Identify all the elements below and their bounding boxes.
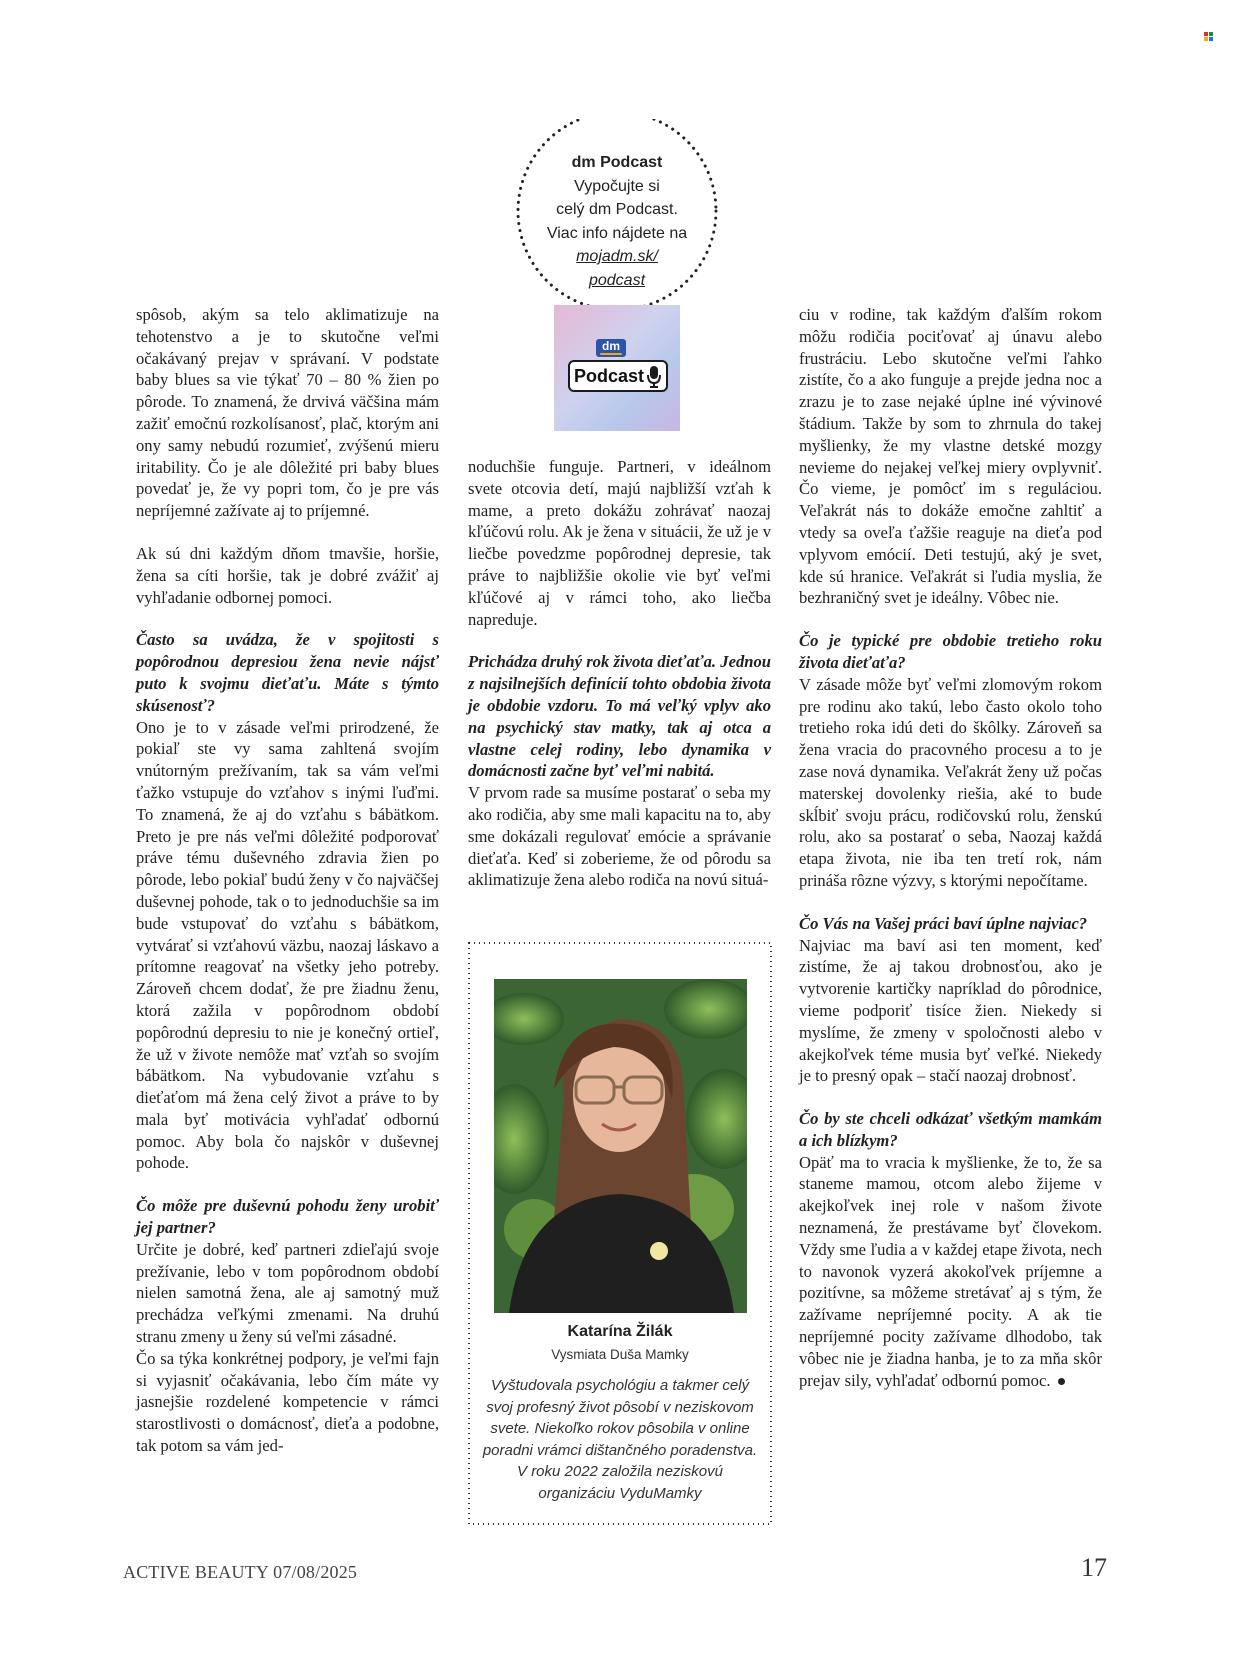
interview-question: Čo je typické pre obdobie tretieho roku života dieťaťa? xyxy=(799,631,1102,672)
interview-question: Prichádza druhý rok života dieťaťa. Jednou z najsilnejších definícií tohto obdobia života je obdobie vzdoru. To má veľký vplyv ako na psychický stav matky, tak aj otca a vlastne celej rodiny, lebo dynamika v domácnosti začne byť veľmi nabitá. xyxy=(468,652,771,781)
interview-question: Čo Vás na Vašej práci baví úplne najviac? xyxy=(799,913,1088,933)
interview-question: Čo môže pre duševnú pohodu ženy urobiť jej partner? xyxy=(136,1196,439,1238)
profile-name: Katarína Žilák xyxy=(567,1323,673,1340)
interview-answer xyxy=(799,1152,1102,1392)
podcast-badge: Podcast xyxy=(568,360,668,392)
interview-answer: Určite je dobré, keď partneri zdieľajú svoje prežívanie, lebo v tom popôrodnom období nielen samotná žena, ale aj samotný muž prechádza veľkými zmenami. Na druhú stranu zmeny u ženy sú veľmi zásadné. xyxy=(136,1239,439,1347)
interview-answer: Čo sa týka konkrétnej podpory, je veľmi fajn si vyjasniť očakávania, lebo čím máte vy jasnejšie rozdelené kompetencie v rámci starostlivosti o domácnosť, dieťa a podobne, tak potom sa vám jed- xyxy=(136,1348,439,1456)
article-column-middle xyxy=(468,456,771,891)
interview-answer: V prvom rade sa musíme postarať o seba my ako rodičia, aby sme mali kapacitu na to, aby sme dokázali regulovať emócie a správanie dieťaťa. Keď si zoberieme, že od pôrodu sa aklimatizuje žena alebo rodiča na novú situá- xyxy=(468,783,771,890)
interview-answer: Ono je to v zásade veľmi prirodzené, že pokiaľ ste vy sama zahltená svojím vnútorným prežívaním, tak sa vám veľmi ťažko vstupuje do vzťahov s inými ľuďmi. To znamená, že aj do vzťahu s bábätkom. Preto je pre nás veľmi dôležité podporovať práve tému duševného zdravia žien po pôrode, lebo pokiaľ budú ženy v čo najväčšej duševnej pohode, tak o to jednoduchšie sa im bude vstupovať do vzťahu s bábätkom, vytvárať si vzťahovú väzbu, naozaj láskavo a prítomne reagovať na všetky jeho potreby. Zároveň chcem dodať, že pre žiadnu ženu, ktorá zažila v popôrodnom období popôrodnú depresiu to nie je konečný ortieľ, že už v živote nemôže mať vzťah so svojím bábätkom. Na vybudovanie vzťahu s dieťaťom má žena celý život a práve to by mala byť motivácia vyhľadať odbornú pomoc. Aby bola čo najskôr v duševnej pohode. xyxy=(136,717,439,1173)
print-color-mark xyxy=(1204,32,1213,41)
paragraph: Ak sú dni každým dňom tmavšie, horšie, žena sa cíti horšie, tak je dobré zvážiť aj vyhľadanie odbornej pomoci. xyxy=(136,543,439,607)
magazine-issue: ACTIVE BEAUTY 07/08/2025 xyxy=(123,1562,358,1582)
interview-answer: Najviac ma baví asi ten moment, keď zistíme, že aj takou drobnosťou, ako je vytvorenie kartičky napríklad do pôrodnice, vieme podporiť tisíce žien. Niekedy si myslíme, že zmeny v spoločnosti alebo v akejkoľvek téme musia byť veľké. Niekedy je to presný opak – stačí naozaj drobnosť. xyxy=(799,935,1102,1086)
microphone-icon xyxy=(646,365,662,389)
interview-answer: V zásade môže byť veľmi zlomovým rokom pre rodinu ako takú, lebo často okolo toho tretieho roka idú deti do škôlky. Zároveň sa žena vracia do pracovného procesu a to je zase nová dynamika. Veľakrát ženy už počas materskej dovolenky riešia, aké to bude skĺbiť svoju prácu, rodičovskú rolu, ženskú rolu, ako sa postarať o seba, Naozaj každá etapa života, nie iba ten tretí rok, nám prináša rôzne výzvy, s ktorými nepočítame. xyxy=(799,674,1102,890)
profile-card xyxy=(467,941,773,1526)
paragraph: noduchšie funguje. Partneri, v ideálnom svete otcovia detí, majú najbližší vzťah k mame, a preto dokážu zohrávať naozaj kľúčovú rolu. Ak je žena v situácii, že už je v liečbe povedzme popôrodnej depresie, tak práve to najbližšie okolie vie byť veľmi kľúčové aj v rámci toho, ako liečba napreduje. xyxy=(468,457,771,629)
end-of-article-mark xyxy=(1058,1378,1065,1385)
interview-question: Čo by ste chceli odkázať všetkým mamkám a ich blízkym? xyxy=(799,1109,1102,1150)
profile-photo xyxy=(494,979,747,1313)
podcast-line-2: celý dm Podcast. xyxy=(556,201,678,218)
profile-bio: Vyštudovala psychológiu a takmer celý svoj profesný život pôsobí v neziskovom svete. Niekoľko rokov pôsobila v online poradni vrámci dištančného poradenstva. V roku 2022 založila neziskovú organizáciu VyduMamky xyxy=(482,1377,758,1502)
profile-role: Vysmiata Duša Mamky xyxy=(551,1347,689,1362)
podcast-line-3: Viac info nájdete na xyxy=(546,224,688,242)
podcast-link-2[interactable]: podcast xyxy=(588,271,646,289)
final-answer-text: Opäť ma to vracia k myšlienke, že to, že sa staneme mamou, otcom alebo žijeme v akejkoľvek inej role v našom živote neznamená, že prestávame byť človekom. Vždy sme ľudia a v každej etape života, nech to navonok vyzerá akokoľvek príjemne a pozitívne, sa môžeme stretávať aj s tým, že zažívame nepríjemné pocity. A ak tie nepríjemné pocity zažívame dlhodobo, tak vôbec nie je žiadna hanba, je to za mňa skôr prejav sily, vyhľadať odbornú pomoc. xyxy=(799,1152,1102,1390)
dm-podcast-logo xyxy=(554,305,680,431)
article-column-left xyxy=(136,304,439,1457)
podcast-callout xyxy=(508,119,726,317)
podcast-link-1[interactable]: mojadm.sk/ xyxy=(576,248,658,265)
interview-question: Často sa uvádza, že v spojitosti s popôrodnou depresiou žena nevie nájsť puto k svojmu dieťaťu. Máte s týmto skúsenosť? xyxy=(136,630,439,715)
paragraph: spôsob, akým sa telo aklimatizuje na tehotenstvo a je to skutočne veľmi očakávaný prejav v správaní. V podstate baby blues sa vie týkať 70 – 80 % žien po pôrode. To znamená, že drvivá väčšina mám zažiť emočnú rozkolísanosť, plač, ktorým ani ony samy nebudú rozumieť, zvýšenú mieru iritability. Čo je ale dôležité pri baby blues povedať je, že vy popri tom, čo je pre vás nepríjemné zažívate aj to príjemné. xyxy=(136,305,439,521)
page-number: 17 xyxy=(1081,1553,1107,1582)
article-column-right xyxy=(799,304,1102,1391)
podcast-title: dm Podcast xyxy=(571,154,663,171)
dm-logo: dm xyxy=(596,339,626,357)
paragraph: ciu v rodine, tak každým ďalším rokom môžu rodičia pociťovať aj únavu alebo frustráciu. Lebo skutočne veľmi ľahko zistíte, čo a ako funguje a prejde jedna noc a zrazu je to zase nejaké úplne iné vývinové štádium. Takže by som to zhrnula do takej myšlienky, že my vlastne detské mozgy nevieme do nejakej veľkej miery ovplyvniť. Čo vieme, je pomôcť im s reguláciou. Veľakrát nás to dokáže emočne zahltiť a vtedy sa oveľa ťažšie reaguje na dieťa pod vplyvom emócií. Deti testujú, aký je svet, kde sú hranice. Veľakrát si ľudia myslia, že bezhraničný svet je ideálny. Vôbec nie. xyxy=(799,305,1102,608)
podcast-line-1: Vypočujte si xyxy=(574,177,660,195)
